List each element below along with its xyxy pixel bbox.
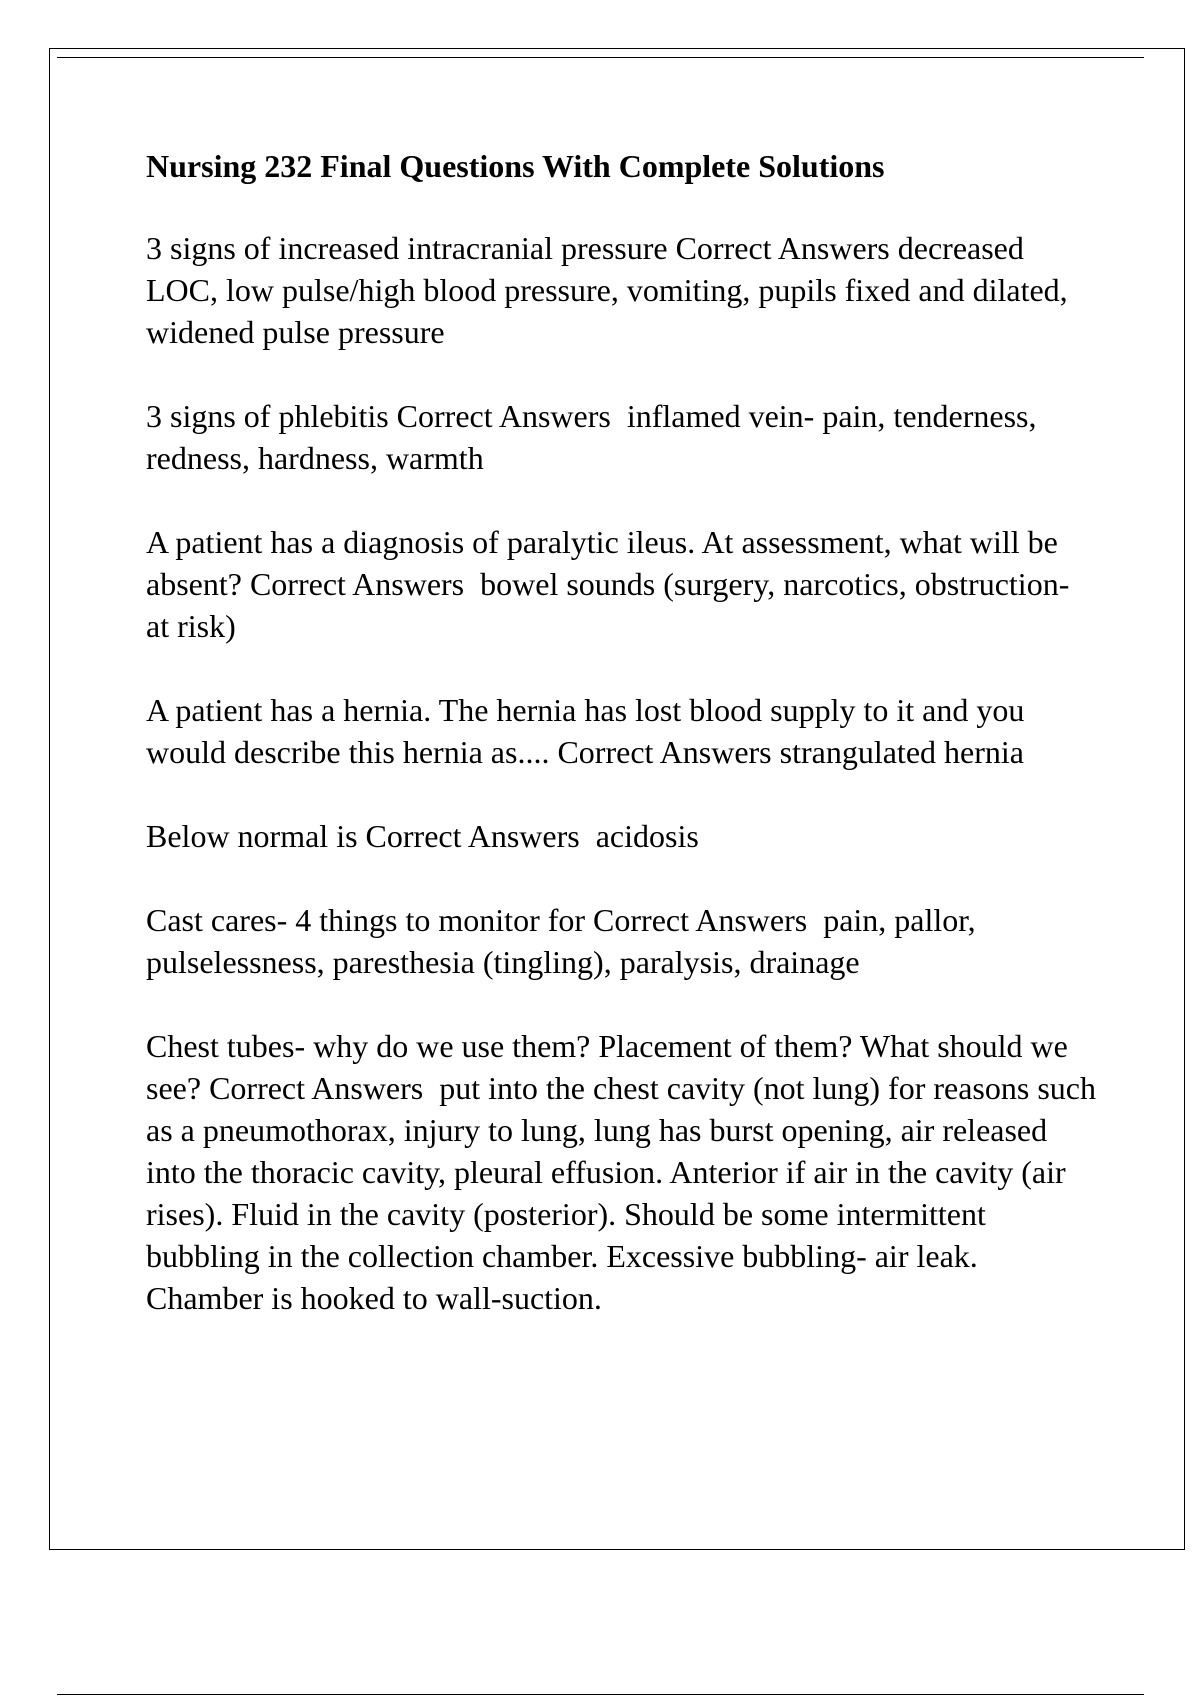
question-text: A patient has a diagnosis of paralytic ileus. At assessment, what will be absent? xyxy=(146,524,1066,602)
qa-item xyxy=(146,227,1096,353)
question-text: Below normal is xyxy=(146,818,358,854)
correct-answers-label: Correct Answers xyxy=(585,902,824,938)
qa-item xyxy=(146,395,1096,479)
correct-answers-label: Correct Answers xyxy=(388,398,627,434)
question-text: 3 signs of increased intracranial pressure xyxy=(146,230,668,266)
qa-item xyxy=(146,899,1096,983)
answer-text: inflamed vein- pain, tenderness, redness, hardness, warmth xyxy=(146,398,1045,476)
answer-text: decreased LOC, low pulse/high blood pressure, vomiting, pupils fixed and dilated, widened pulse pressure xyxy=(146,230,1076,350)
qa-item xyxy=(146,689,1096,773)
correct-answers-label: Correct Answers xyxy=(357,818,596,854)
correct-answers-label: Correct Answers xyxy=(241,566,481,602)
answer-text: pain, pallor, pulselessness, paresthesia (tingling), paralysis, drainage xyxy=(146,902,984,980)
document-title: Nursing 232 Final Questions With Complete Solutions xyxy=(146,148,885,184)
correct-answers-label: Correct Answers xyxy=(667,230,898,266)
answer-text: bowel sounds (surgery, narcotics, obstruction- at risk) xyxy=(146,566,1078,644)
header-rule xyxy=(57,57,1144,58)
answer-text: put into the chest cavity (not lung) for reasons such as a pneumothorax, injury to lung, lung has burst opening, air released into the thoracic cavity, pleural effusion. Anterior if air in the cavity (air rises). Fluid in the cavity (posterior). Should be some intermittent bubbling in the collection chamber. Excessive bubbling- air leak. Chamber is hooked to wall-suction. xyxy=(146,1070,1104,1316)
footer-rule xyxy=(57,1694,1144,1695)
document-body xyxy=(146,145,1104,1361)
question-text: Cast cares- 4 things to monitor for xyxy=(146,902,586,938)
question-text: 3 signs of phlebitis xyxy=(146,398,389,434)
question-text: A patient has a hernia. The hernia has lost blood supply to it and you would describe this hernia as.... xyxy=(146,692,1033,770)
qa-item xyxy=(146,815,1096,857)
qa-item xyxy=(146,521,1096,647)
question-text: Chest tubes- why do we use them? Placement of them? What should we see? xyxy=(146,1028,1076,1106)
correct-answers-label: Correct Answers xyxy=(201,1070,440,1106)
answer-text: strangulated hernia xyxy=(779,734,1024,770)
answer-text: acidosis xyxy=(595,818,699,854)
correct-answers-label: Correct Answers xyxy=(549,734,780,770)
qa-item xyxy=(146,1025,1104,1319)
